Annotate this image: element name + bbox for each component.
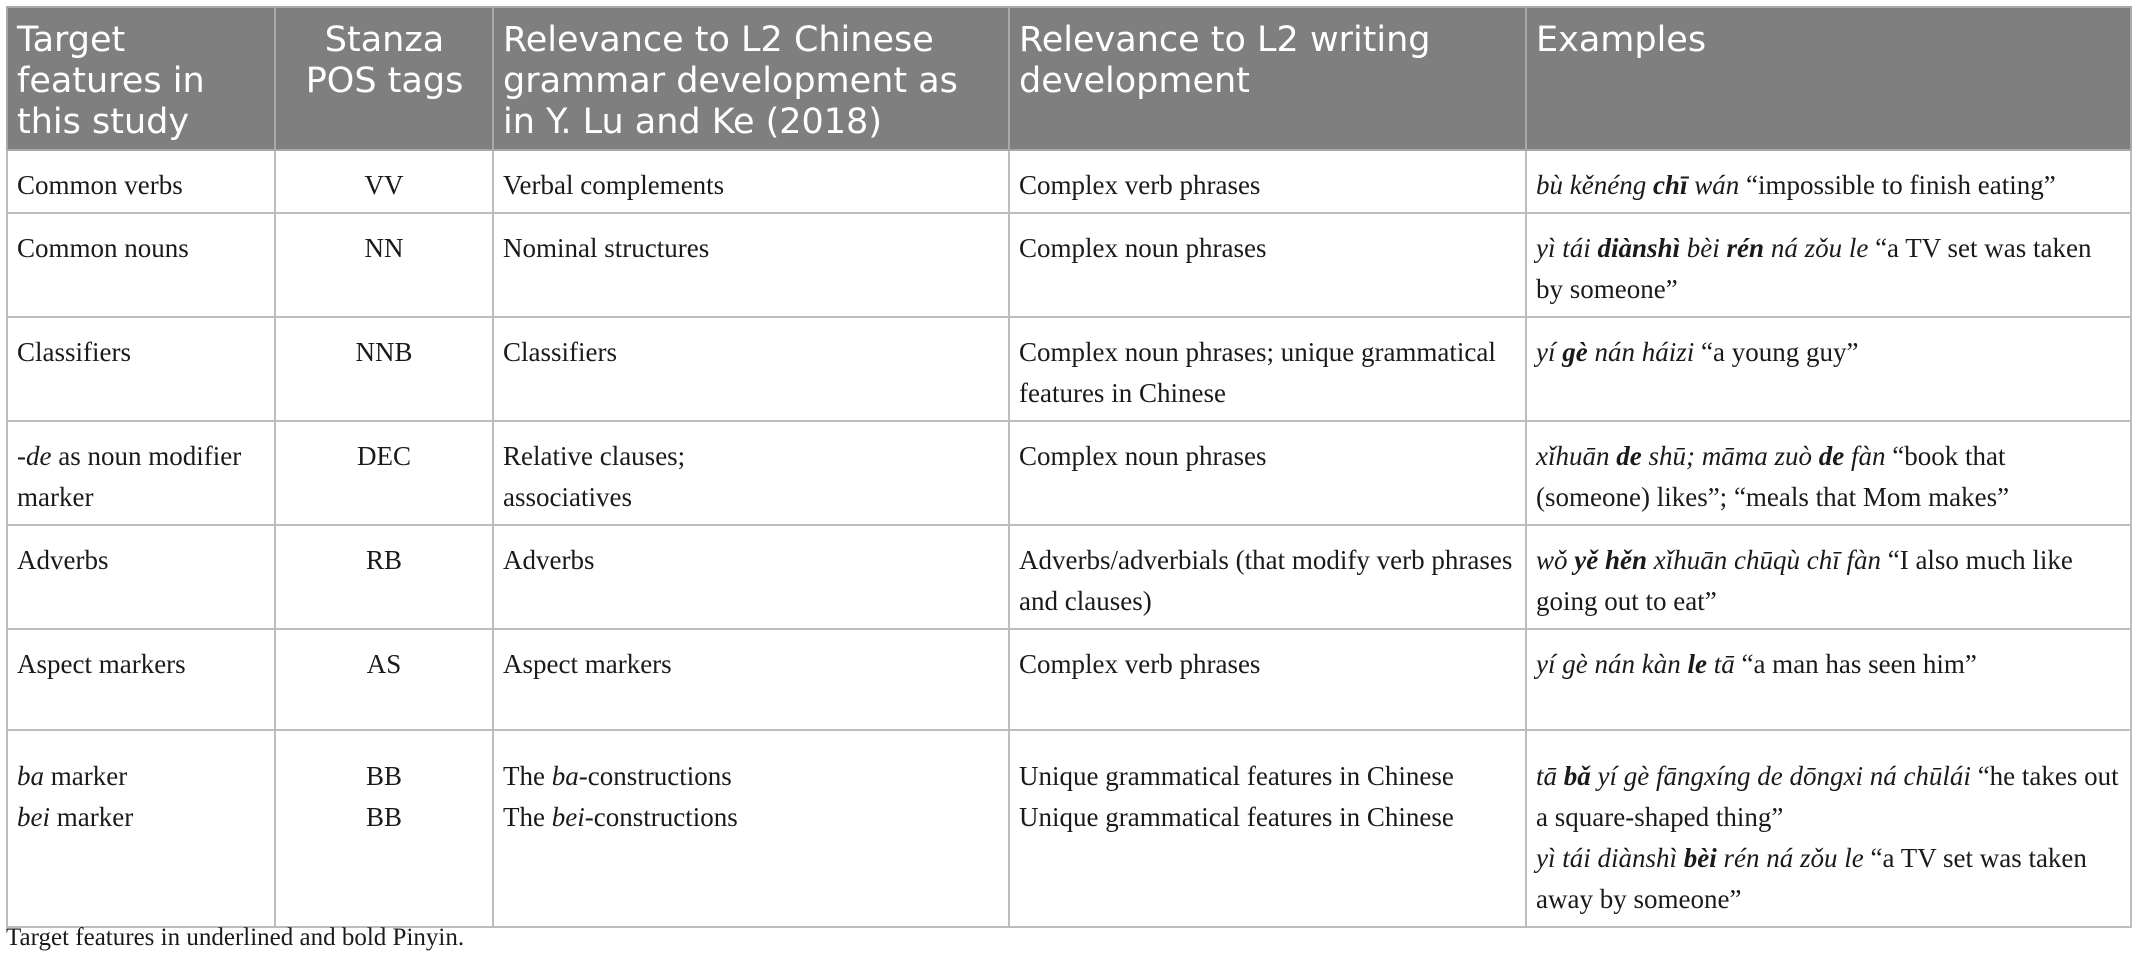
grammar-term: ba	[551, 761, 579, 791]
example-pinyin: ná zǒu le	[1764, 233, 1869, 263]
example-pinyin: wǒ	[1536, 545, 1575, 575]
example-target: le	[1687, 649, 1707, 679]
example-gloss: “a young guy”	[1694, 337, 1859, 367]
pos-tag-line: BB	[365, 802, 403, 832]
features-table	[6, 6, 2132, 928]
writing-line: Unique grammatical features in Chinese	[1019, 761, 1454, 791]
feature-term: -de	[17, 441, 52, 471]
feature-cell	[7, 730, 275, 927]
example-gloss: “he takes out a square-shaped thing”	[1536, 761, 2119, 832]
grammar-line: Relative clauses;	[503, 441, 686, 471]
pos-tag-cell	[275, 730, 493, 927]
grammar-text: -constructions	[584, 802, 738, 832]
example-pinyin: yì tái	[1536, 233, 1598, 263]
example-line	[1536, 756, 2121, 838]
writing-line: Unique grammatical features in Chinese	[1019, 802, 1454, 832]
header-examples: Examples	[1526, 7, 2131, 150]
example-cell	[1526, 421, 2131, 525]
table-row	[7, 525, 2131, 629]
example-target: bǎ	[1563, 761, 1591, 791]
example-pinyin: wán	[1687, 170, 1740, 200]
grammar-text: The	[503, 802, 552, 832]
example-gloss: “a TV set was taken by someone”	[1536, 233, 2092, 304]
feature-cell: Common nouns	[7, 213, 275, 317]
writing-cell: Complex noun phrases	[1009, 213, 1526, 317]
example-target: chī	[1652, 170, 1688, 200]
table-footnote: Target features in underlined and bold Pinyin.	[6, 924, 465, 951]
example-cell	[1526, 317, 2131, 421]
example-pinyin: tā	[1706, 649, 1735, 679]
example-gloss: “book that (someone) likes”; “meals that Mom makes”	[1536, 441, 2010, 512]
grammar-cell: Aspect markers	[493, 629, 1009, 730]
example-pinyin: shū; māma zuò	[1641, 441, 1819, 471]
grammar-cell	[493, 421, 1009, 525]
pos-tag-cell: AS	[275, 629, 493, 730]
writing-cell: Complex verb phrases	[1009, 629, 1526, 730]
feature-text: as noun modifier marker	[17, 441, 242, 512]
writing-cell: Complex verb phrases	[1009, 150, 1526, 213]
example-cell	[1526, 213, 2131, 317]
example-target: diànshì	[1597, 233, 1681, 263]
table-row	[7, 629, 2131, 730]
grammar-cell: Classifiers	[493, 317, 1009, 421]
example-gloss: “impossible to finish eating”	[1739, 170, 2056, 200]
writing-cell: Complex noun phrases; unique grammatical features in Chinese	[1009, 317, 1526, 421]
example-pinyin: yì tái diànshì	[1536, 843, 1684, 873]
pos-tag-cell: RB	[275, 525, 493, 629]
example-pinyin: yí gè fāngxíng de dōngxi ná chūlái	[1590, 761, 1971, 791]
grammar-cell: Verbal complements	[493, 150, 1009, 213]
pos-tag-cell: VV	[275, 150, 493, 213]
example-target: de	[1616, 441, 1642, 471]
grammar-cell	[493, 730, 1009, 927]
grammar-line: associatives	[503, 482, 632, 512]
example-cell	[1526, 730, 2131, 927]
example-target: de	[1818, 441, 1845, 471]
example-pinyin: yí gè nán kàn	[1536, 649, 1688, 679]
grammar-cell: Nominal structures	[493, 213, 1009, 317]
feature-text: marker	[44, 761, 128, 791]
example-target: yě hěn	[1574, 545, 1647, 575]
table-row	[7, 730, 2131, 927]
example-gloss: “I also much like going out to eat”	[1536, 545, 2073, 616]
example-pinyin: bèi	[1680, 233, 1727, 263]
example-pinyin: xǐhuān	[1536, 441, 1617, 471]
example-target: gè	[1562, 337, 1588, 367]
feature-text: marker	[50, 802, 134, 832]
example-pinyin: tā	[1536, 761, 1564, 791]
table-row	[7, 150, 2131, 213]
example-pinyin: nán háizi	[1587, 337, 1695, 367]
table-row	[7, 213, 2131, 317]
pos-tag-cell: NN	[275, 213, 493, 317]
header-grammar-relevance: Relevance to L2 Chinese grammar development as in Y. Lu and Ke (2018)	[493, 7, 1009, 150]
example-target: bèi	[1683, 843, 1717, 873]
feature-cell: Classifiers	[7, 317, 275, 421]
example-gloss: “a TV set was taken away by someone”	[1536, 843, 2087, 914]
grammar-line	[503, 797, 999, 838]
feature-cell: Common verbs	[7, 150, 275, 213]
grammar-cell: Adverbs	[493, 525, 1009, 629]
example-pinyin: fàn	[1844, 441, 1886, 471]
features-table-container	[6, 6, 2130, 928]
pos-tag-line: BB	[365, 761, 403, 791]
pos-tag-cell: DEC	[275, 421, 493, 525]
example-pinyin: xǐhuān chūqù chī fàn	[1647, 545, 1881, 575]
grammar-text: -constructions	[578, 761, 732, 791]
table-row	[7, 421, 2131, 525]
example-cell	[1526, 629, 2131, 730]
pos-tag-cell: NNB	[275, 317, 493, 421]
header-stanza-pos-tags: Stanza POS tags	[275, 7, 493, 150]
grammar-term: bei	[551, 802, 585, 832]
writing-cell: Complex noun phrases	[1009, 421, 1526, 525]
feature-line	[17, 797, 265, 838]
table-header-row	[7, 7, 2131, 150]
feature-cell: Adverbs	[7, 525, 275, 629]
feature-term: ba	[17, 761, 44, 791]
grammar-line	[503, 756, 999, 797]
feature-cell	[7, 421, 275, 525]
writing-cell	[1009, 730, 1526, 927]
example-pinyin: yí	[1536, 337, 1563, 367]
table-row	[7, 317, 2131, 421]
feature-cell: Aspect markers	[7, 629, 275, 730]
header-writing-relevance: Relevance to L2 writing development	[1009, 7, 1526, 150]
header-target-features: Target features in this study	[7, 7, 275, 150]
feature-term: bei	[17, 802, 50, 832]
example-pinyin: bù kěnéng	[1536, 170, 1653, 200]
feature-line	[17, 756, 265, 797]
example-target: rén	[1726, 233, 1765, 263]
example-pinyin: rén ná zǒu le	[1716, 843, 1864, 873]
example-cell	[1526, 150, 2131, 213]
example-gloss: “a man has seen him”	[1734, 649, 1977, 679]
example-line	[1536, 838, 2121, 920]
grammar-text: The	[503, 761, 552, 791]
example-cell	[1526, 525, 2131, 629]
writing-cell: Adverbs/adverbials (that modify verb phrases and clauses)	[1009, 525, 1526, 629]
